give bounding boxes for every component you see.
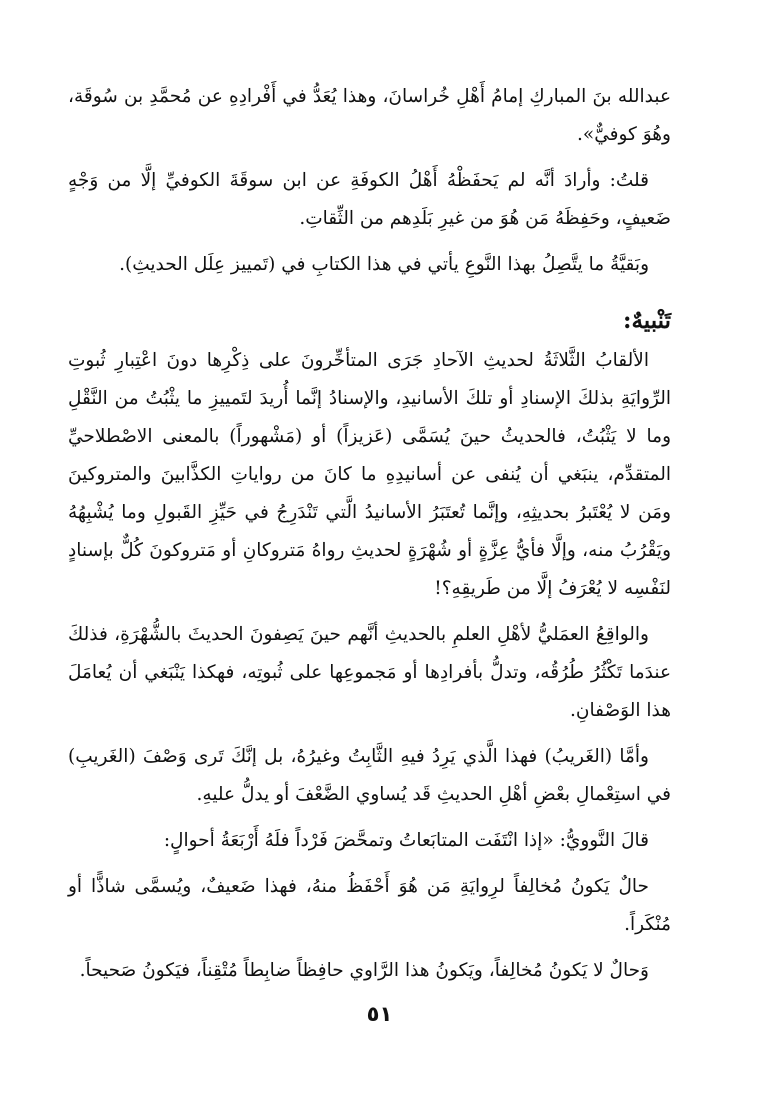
paragraph: وَحالٌ لا يَكونُ مُخالِفاً، ويَكونُ هذا الرَّاوي حافِظاً ضابِطاً مُتْقِناً، فيَكونُ صَحيحاً. (79, 960, 649, 981)
paragraph: وبَقيَّةُ ما يتَّصِلُ بهذا النَّوعِ يأتي في هذا الكتابِ في (تَمييز عِلَل الحديثِ). (119, 254, 649, 275)
paragraph: عبدالله بنَ المباركِ إمامُ أَهْلِ خُراسانَ، وهذا يُعَدُّ في أَفْرادِهِ عن مُحمَّدِ بن سُوقَة، وهُوَ كوفيٌّ». (68, 86, 671, 145)
section-heading: تَنْبيهٌ: (622, 307, 671, 334)
paragraph: قلتُ: وأرادَ أنَّه لم يَحفَظْهُ أَهْلُ الكوفَةِ عن ابن سوقَةَ الكوفيِّ إلَّا من وَجْهٍ ضَعيفٍ، وحَفِظَهُ مَن هُوَ من غيرِ بَلَدِهم من الثِّقاتِ. (68, 170, 671, 229)
paragraph: وأمَّا (الغَريبُ) فهذا الَّذي يَرِدُ فيهِ الثَّابِتُ وغيرُهُ، بل إنَّكَ تَرى وَصْفَ (الغَريبِ) في استِعْمالِ بعْضِ أهْلِ الحديثِ قَد يُساوي الضَّعْفَ أو يدلُّ عليهِ. (68, 746, 671, 805)
paragraph: والواقِعُ العمَليُّ لأهْلِ العلمِ بالحديثِ أنَّهم حينَ يَصِفونَ الحديثَ بالشُّهْرَةِ، فذلكَ عندَما تَكْثُرُ طُرُقُه، وتدلُّ بأفرادِها أو مَجموعِها على ثُبوتِه، فهكذا يَنْبَغي أن يُعامَلَ هذا الوَصْفانِ. (68, 624, 671, 721)
page-number: ٥١ (366, 1002, 393, 1026)
paragraph: قالَ النَّوويُّ: «إذا انْتَفَت المتابَعاتُ وتمحَّضَ فَرْداً فلَهُ أَرْبَعَةُ أحوالٍ: (163, 830, 649, 851)
page-body (68, 78, 671, 998)
paragraph: حالٌ يَكونُ مُخالِفاً لرِوايَةِ مَن هُوَ أَحْفَظُ منهُ، فهذا ضَعيفٌ، ويُسمَّى شاذًّا أو مُنْكَراً. (68, 876, 671, 935)
paragraph: الألقابُ الثَّلاثَةُ لحديثِ الآحادِ جَرَى المتأخِّرونَ على ذِكْرِها دونَ اعْتِبارِ ثُبوتِ الرِّوايَةِ بذلكَ الإسنادِ أو تلكَ الأسانيدِ، والإسنادُ إنَّما أُريدَ لتَمييزِ ما يثْبُتُ من النَّقْلِ وما لا يَثْبُتُ، فالحديثُ حينَ يُسَمَّى (عَزيزاً) أو (مَشْهوراً) بالمعنى الاصْطلاحيِّ المتقدِّم، ينبَغي أن يُنفى عن أسانيدِهِ ما كانَ من رواياتِ الكذَّابينَ والمتروكينَ ومَن لا يُعْتَبرُ بحديثِهِ، وإنَّما تُعتَبَرُ الأسانيدُ الَّتي تَنْدَرِجُ في حَيِّزِ القَبولِ وما يُشْبِهُهُ ويَقْرُبُ منه، وإلَّا فأيُّ عِزَّةٍ أو شُهْرَةٍ لحديثِ رواهُ مَتروكانِ أو مَتروكونَ كُلٌّ بإسنادٍ لنَفْسِه لا يُعْرَفُ إلَّا من طَريقِهِ؟! (68, 350, 671, 599)
